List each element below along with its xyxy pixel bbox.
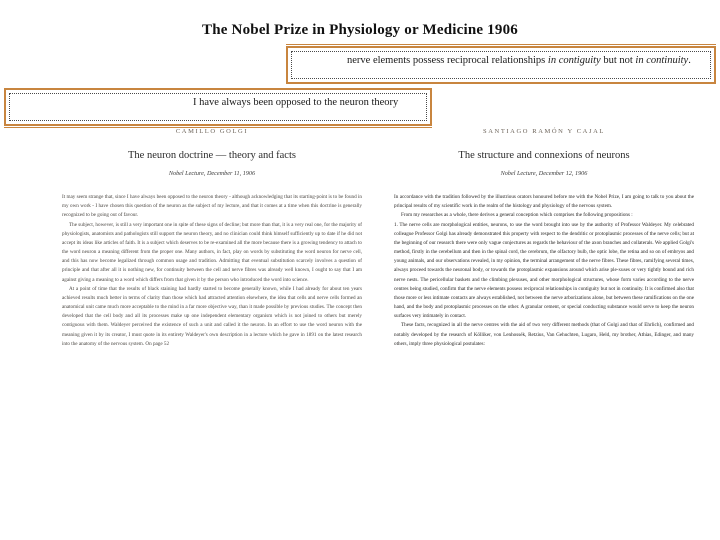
divider-top: [286, 44, 716, 45]
document-page-left: [62, 128, 362, 540]
callout-quote-neuron-theory[interactable]: [4, 88, 432, 126]
lecture-date-cajal: Nobel Lecture, December 12, 1906: [500, 170, 588, 177]
paragraph: It may seem strange that, since I have always been opposed to the neuron theory - although acknowledging that its starting-point is to be found in my own work - I have chosen this question of the neuron as the subject of my lecture, and that it comes at a time when this doctrine is generally recognized to be going out of favour.: [62, 194, 362, 219]
callout-quote-contiguity[interactable]: [286, 46, 716, 84]
paragraph: From my researches as a whole, there derives a general conception which comprises the following propositions :: [401, 212, 633, 219]
callout-inner-frame: [291, 51, 711, 79]
paragraph: 1. The nerve cells are morphological entities, neurons, to use the word brought into use by the authority of Professor Waldeyer. My celebrated colleague Professor Golgi has already demonstrated this property with respect to the dendritic or protoplasmic processes of the nerve cells; but at the beginning of our research there were only vague conjectures as regards the behaviour of the axon branches and collaterals. We applied Golgi's method, firstly in the cerebellum and then in the spinal cord, the cerebrum, the olfactory bulb, the optic lobe, the retina and so on of embryos and young animals, and our observations revealed, in my opinion, the terminal arrangement of the nerve fibres. These fibres, ramifying several times, always proceed towards the neuronal body, or towards the protoplasmic expansions around which arise ple-xuses or very tightly bound and rich nerve nests. The pericellular baskets and the climbing plexuses, and other morphological structures, whose form varies according to the nerve centres being studied, confirm that the nerve elements possess reciprocal relationships in contiguity but not in continuity. It is confirmed also that those more or less intimate contacts are always established, not between the nerve arborizations alone, but between these ramifications on the one hand, and the body and protoplasmic processes on the other. A granular cement, or special conducting substance would serve to keep the neuron surfaces very intimately in contact.: [394, 221, 694, 320]
author-name-golgi: CAMILLO GOLGI: [175, 128, 249, 135]
callout-text-contiguity: nerve elements possess reciprocal relationships in contiguity but not in continuity.: [347, 55, 691, 66]
paragraph: At a point of time that the results of black staining had hardly started to become generally known, while I had already for about ten years achieved results much better in terms of clarity than those which had attracted attention elsewhere, the idea that cells and nerve cells formed an anatomical unit came much more acceptable to the mind in a far more objective way, than it made possible by previous studies. The concept then developed that the cell body and all its processes make up one independent elementary organism which is not joined to others but merely contiguous with them. Waldeyer perceived the existence of such a unit and called it the neuron. In an effort to use the word neuron with the meaning given it by its creator, I must quote in its entirety Waldeyer's own description in a lecture which he gave in 1891 on the latest research into the anatomy of the nervous system. On page 52: [62, 285, 362, 347]
lecture-date-golgi: Nobel Lecture, December 11, 1906: [168, 170, 256, 177]
paragraph: These facts, recognized in all the nerve centres with the aid of two very different methods (that of Golgi and that of Ehrlich), confirmed and notably developed by the research of Kölliker, von Lenhossék, Retzius, Van Gehuchten, Lugaro, Held, my brother, Athias, Edinger, and many others, imply three physiological postulates:: [394, 322, 694, 347]
author-name-cajal: SANTIAGO RAMÓN Y CAJAL: [483, 128, 605, 135]
callout-inner-frame: [9, 93, 427, 121]
document-spread: [62, 128, 708, 540]
paragraph: In accordance with the tradition followed by the illustrious orators honoured before me with the Nobel Prize, I am going to talk to you about the principal results of my scientific work in the realm of the histology and physiology of the nervous system.: [394, 194, 694, 210]
paragraph: The subject, however, is still a very important one in spite of these signs of decline; but more than that, it is a very real one, for the majority of physiologists, anatomists and pathologists still support the neuron theory, and no clinician could think himself sufficiently up to date if he did not accept its ideas like articles of faith. It is a subject which deserves to be re-examined all the more because there is a growing tendency to attach to the word neuron a meaning different from the proper one. Many authors, in fact, play on words by substituting the word neuron for nerve cell, and this has now become legalized through common usage and tradition. Admitting that eventual substitution scarcely involves a question of principle and that after all it is nothing new, for continuity between the cell and nerve fibres was already well known, I ought to say that I am against giving a meaning to a word which differs from that given it by the person who introduced the word into science.: [62, 221, 362, 283]
document-page-right: [394, 128, 694, 540]
lecture-title-cajal: The structure and connexions of neurons: [458, 150, 630, 161]
callout-text-neuron-theory: I have always been opposed to the neuron theory: [193, 97, 399, 108]
body-text-golgi: [62, 193, 362, 349]
page-title: The Nobel Prize in Physiology or Medicine 1906: [202, 22, 518, 38]
lecture-title-golgi: The neuron doctrine — theory and facts: [128, 150, 296, 161]
body-text-cajal: [394, 193, 694, 349]
